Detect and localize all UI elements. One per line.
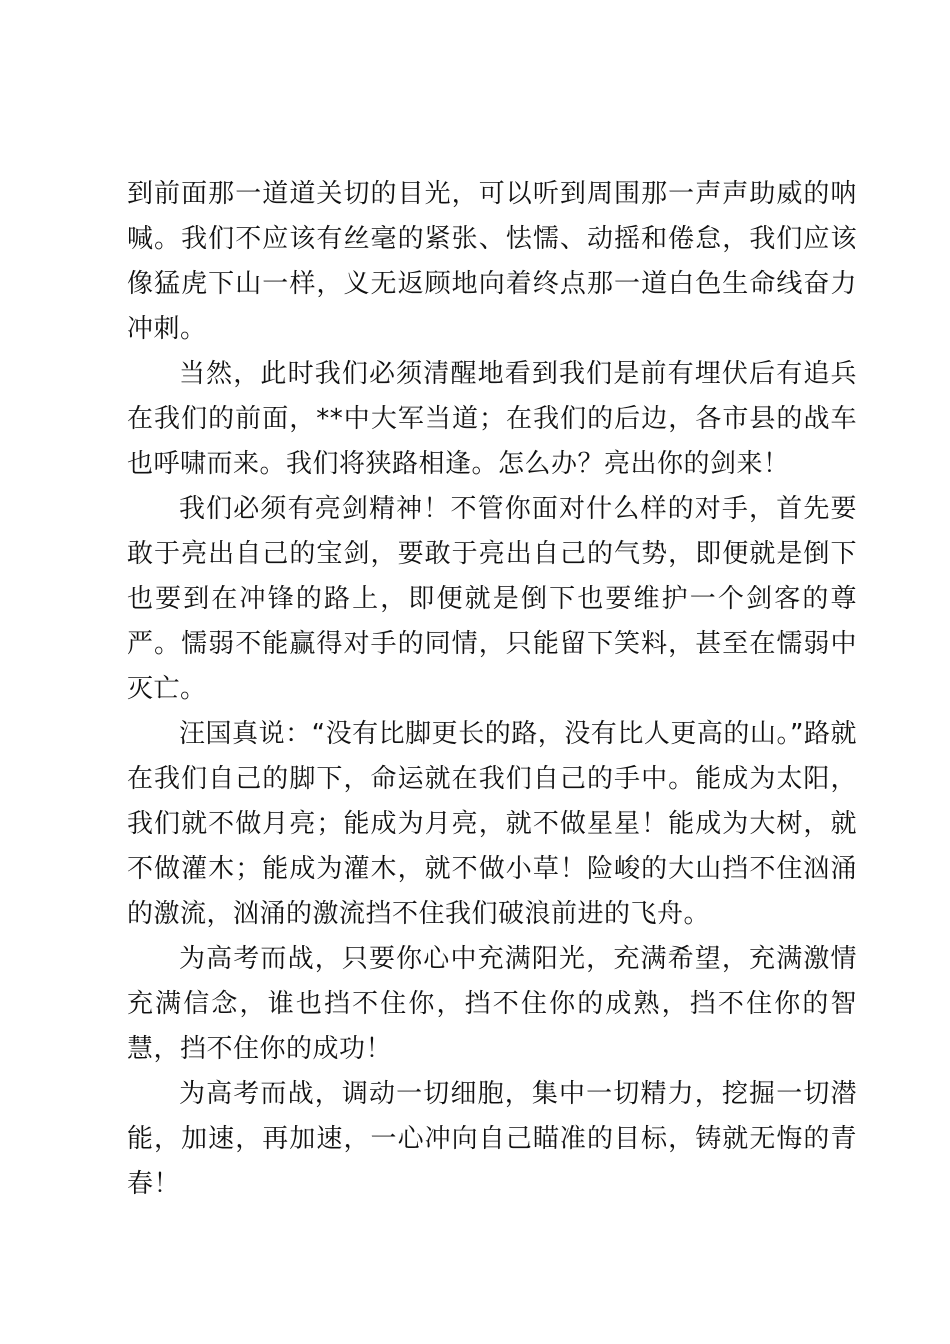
- paragraph: 为高考而战，只要你心中充满阳光，充满希望，充满激情充满信念，谁也挡不住你，挡不住你的成熟，挡不住你的智慧，挡不住你的成功！: [127, 944, 857, 1064]
- paragraph: 我们必须有亮剑精神！不管你面对什么样的对手，首先要敢于亮出自己的宝剑，要敢于亮出自己的气势，即便就是倒下也要到在冲锋的路上，即便就是倒下也要维护一个剑客的尊严。懦弱不能赢得对手的同情，只能留下笑料，甚至在懦弱中灭亡。: [127, 494, 857, 704]
- paragraph: 汪国真说：“没有比脚更长的路，没有比人更高的山。”路就在我们自己的脚下，命运就在我们自己的手中。能成为太阳，我们就不做月亮；能成为月亮，就不做星星！能成为大树，就不做灌木；能成为灌木，就不做小草！险峻的大山挡不住汹涌的激流，汹涌的激流挡不住我们破浪前进的飞舟。: [127, 719, 857, 929]
- paragraph: 当然，此时我们必须清醒地看到我们是前有埋伏后有追兵在我们的前面，**中大军当道；在我们的后边，各市县的战车也呼啸而来。我们将狭路相逢。怎么办？亮出你的剑来！: [127, 359, 857, 479]
- paragraph-continuation: 到前面那一道道关切的目光，可以听到周围那一声声助威的呐喊。我们不应该有丝毫的紧张、怯懦、动摇和倦怠，我们应该像猛虎下山一样，义无返顾地向着终点那一道白色生命线奋力冲刺。: [127, 179, 857, 344]
- paragraph: 为高考而战，调动一切细胞，集中一切精力，挖掘一切潜能，加速，再加速，一心冲向自己瞄准的目标，铸就无悔的青春！: [127, 1079, 857, 1199]
- document-body: [127, 172, 857, 1207]
